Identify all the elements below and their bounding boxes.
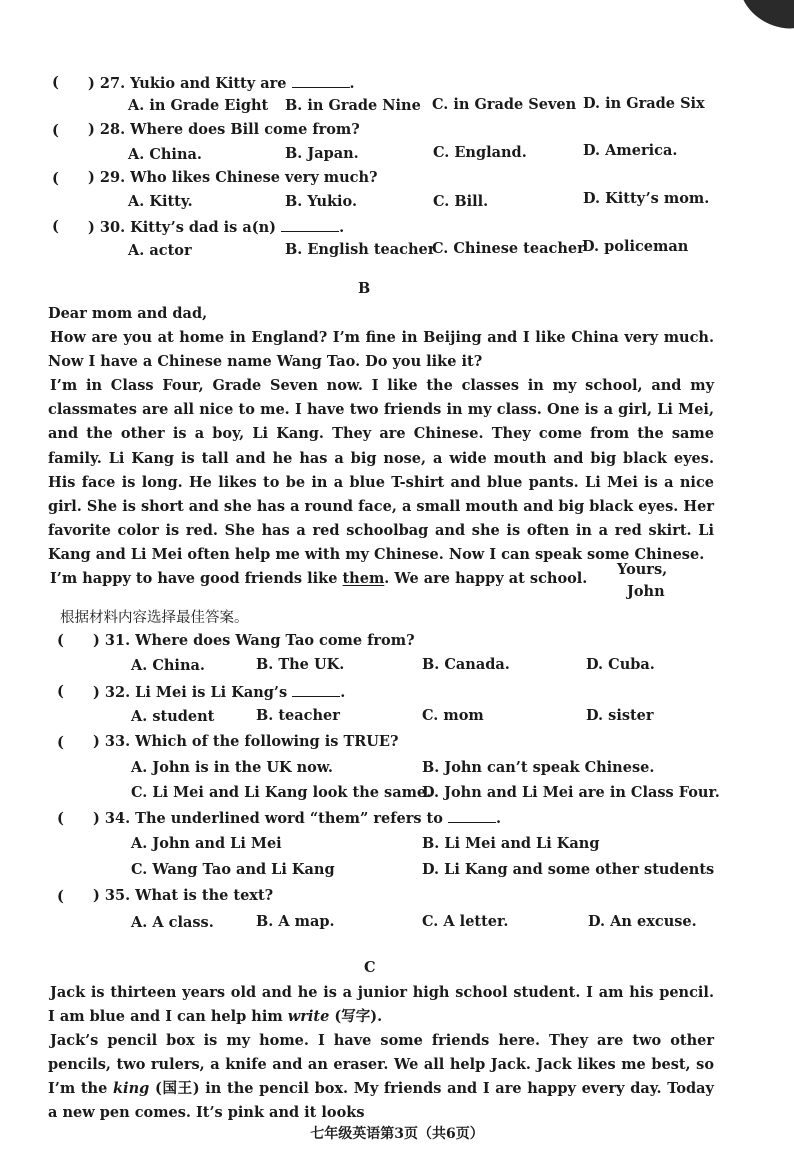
answer-paren: (	[52, 74, 59, 91]
option-a: A. China.	[131, 657, 205, 674]
option-b: B. The UK.	[256, 656, 345, 673]
question-stem: ) 29. Who likes Chinese very much?	[88, 169, 378, 186]
option-a: A. China.	[128, 146, 202, 163]
passage-paragraph-2: Jack’s pencil box is my home. I have some friends here. They are two other pencils, two rulers, a knife and an eraser. We all help Jack. Jack likes me best, so I’m the king (国王) in the pencil box. My friends and I are happy every day. Today a new pen comes. It’s pink and it looks	[48, 1032, 714, 1122]
answer-blank	[448, 809, 496, 823]
option-a: A. John is in the UK now.	[131, 759, 333, 776]
instruction-text: 根据材料内容选择最佳答案。	[60, 610, 249, 626]
question-stem: ) 31. Where does Wang Tao come from?	[93, 632, 415, 649]
option-b: B. English teacher	[285, 241, 436, 258]
letter-paragraph-2: I’m in Class Four, Grade Seven now. I like the classes in my school, and my classmates are all nice to me. I have two friends in my class. One is a girl, Li Mei, and the other is a boy, Li Kang. They are Chinese. They come from the same family. Li Kang is tall and he has a big nose, a wide mouth and big black eyes. His face is long. He likes to be in a blue T-shirt and blue pants. Li Mei is a nice girl. She is short and she has a round face, a small mouth and big black eyes. Her favorite color is red. She has a red schoolbag and she is often in a red skirt. Li Kang and Li Mei often help me with my Chinese. Now I can speak some Chinese.	[48, 377, 714, 563]
section-b-heading: B	[358, 280, 371, 297]
option-d: D. John and Li Mei are in Class Four.	[422, 784, 720, 801]
letter-paragraph-3: I’m happy to have good friends like them. We are happy at school.	[50, 570, 588, 588]
italic-word: write	[287, 1008, 330, 1026]
question-stem: ) 35. What is the text?	[93, 887, 274, 904]
answer-paren: (	[57, 632, 64, 649]
answer-paren: (	[57, 734, 64, 751]
option-a: A. student	[131, 708, 215, 725]
answer-blank	[281, 218, 339, 232]
option-c: C. England.	[433, 144, 527, 161]
option-a: A. Kitty.	[128, 193, 193, 210]
answer-paren: (	[52, 218, 59, 235]
option-c: C. mom	[422, 707, 484, 724]
answer-paren: (	[57, 810, 64, 827]
option-d: D. in Grade Six	[583, 95, 705, 112]
underlined-word: them	[342, 570, 385, 588]
letter-closing: Yours,	[617, 561, 668, 578]
option-c: C. Chinese teacher	[432, 240, 585, 257]
italic-word: king	[113, 1080, 150, 1098]
answer-paren: (	[57, 683, 64, 700]
section-c-passage	[48, 981, 714, 1126]
option-b: B. teacher	[256, 707, 340, 724]
letter-signature: John	[627, 583, 665, 600]
question-stem: ) 32. Li Mei is Li Kang’s .	[93, 684, 346, 701]
option-c: C. Bill.	[433, 193, 489, 210]
option-b: B. John can’t speak Chinese.	[422, 759, 655, 776]
question-stem: ) 30. Kitty’s dad is a(n) .	[88, 219, 345, 236]
option-a: A. actor	[128, 242, 192, 259]
option-d: D. An excuse.	[588, 913, 697, 930]
option-b: B. Yukio.	[285, 193, 358, 210]
option-d: D. Kitty’s mom.	[583, 190, 710, 207]
answer-blank	[292, 74, 350, 88]
answer-paren: (	[52, 170, 59, 187]
question-stem: ) 33. Which of the following is TRUE?	[93, 733, 399, 750]
option-b: B. Japan.	[285, 145, 359, 162]
passage-paragraph-1: Jack is thirteen years old and he is a junior high school student. I am his pencil. I am blue and I can help him write (写字).	[48, 984, 714, 1026]
question-stem: ) 27. Yukio and Kitty are .	[88, 75, 355, 92]
page-footer: 七年级英语第3页（共6页）	[310, 1126, 484, 1142]
option-c: C. Wang Tao and Li Kang	[131, 861, 335, 878]
letter-greeting: Dear mom and dad,	[48, 305, 208, 322]
option-c: B. Canada.	[422, 656, 510, 673]
section-c-heading: C	[364, 959, 376, 976]
option-d: D. sister	[586, 707, 654, 724]
option-a: A. in Grade Eight	[128, 97, 269, 114]
option-a: A. John and Li Mei	[131, 835, 282, 852]
section-b-letter	[48, 302, 714, 591]
option-c: C. A letter.	[422, 913, 509, 930]
question-stem: ) 34. The underlined word “them” refers to .	[93, 810, 502, 827]
option-c: C. Li Mei and Li Kang look the same.	[131, 784, 432, 801]
option-d: D. Li Kang and some other students	[422, 861, 715, 878]
letter-paragraph-1: How are you at home in England? I’m fine in Beijing and I like China very much. Now I have a Chinese name Wang Tao. Do you like it?	[48, 329, 714, 371]
option-c: C. in Grade Seven	[432, 96, 577, 113]
answer-blank	[292, 683, 340, 697]
option-b: B. Li Mei and Li Kang	[422, 835, 600, 852]
option-d: D. America.	[583, 142, 678, 159]
option-d: D. policeman	[582, 238, 689, 255]
option-b: B. A map.	[256, 913, 335, 930]
question-stem: ) 28. Where does Bill come from?	[88, 121, 360, 138]
option-d: D. Cuba.	[586, 656, 655, 673]
option-a: A. A class.	[131, 914, 214, 931]
answer-paren: (	[57, 888, 64, 905]
answer-paren: (	[52, 122, 59, 139]
option-b: B. in Grade Nine	[285, 97, 421, 114]
page-corner-shadow	[728, 0, 794, 42]
